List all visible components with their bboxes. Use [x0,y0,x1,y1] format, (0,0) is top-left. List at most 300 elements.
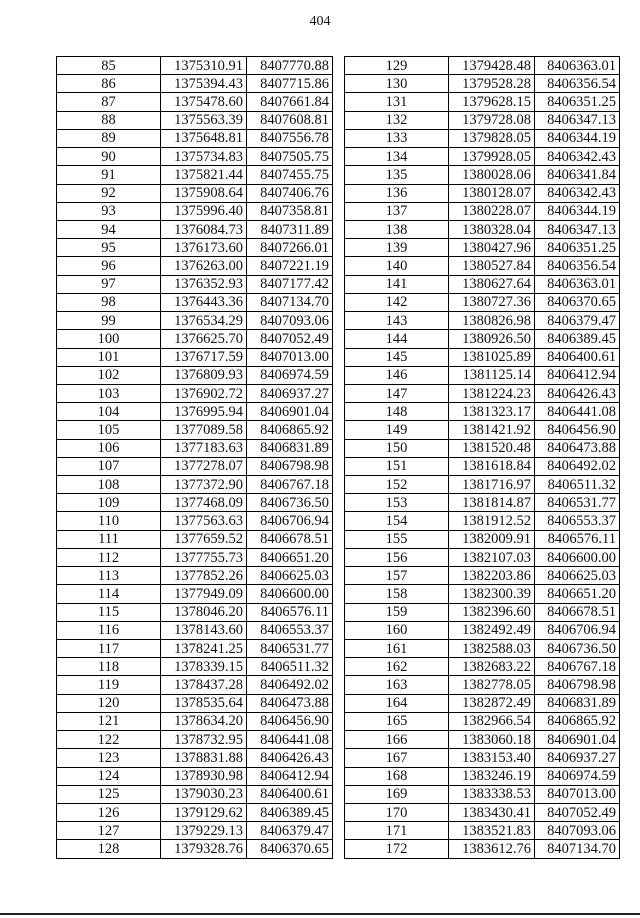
x-coordinate-cell: 1377852.26 [161,567,247,585]
point-number-cell: 147 [345,384,449,402]
table-body [57,57,333,859]
table-row [57,57,333,75]
y-coordinate-cell: 8406511.32 [247,658,333,676]
y-coordinate-cell: 8406974.59 [247,366,333,384]
point-number-cell: 159 [345,603,449,621]
point-number-cell: 104 [57,403,161,421]
y-coordinate-cell: 8406767.18 [535,658,620,676]
table-row [57,330,333,348]
table-row [57,548,333,566]
table-row [57,384,333,402]
point-number-cell: 118 [57,658,161,676]
point-number-cell: 88 [57,111,161,129]
table-row [57,822,333,840]
x-coordinate-cell: 1381618.84 [449,457,535,475]
x-coordinate-cell: 1382009.91 [449,530,535,548]
table-row [345,803,620,821]
table-row [57,494,333,512]
point-number-cell: 93 [57,202,161,220]
y-coordinate-cell: 8406356.54 [535,257,620,275]
table-row [345,202,620,220]
x-coordinate-cell: 1381125.14 [449,366,535,384]
point-number-cell: 87 [57,93,161,111]
point-number-cell: 125 [57,785,161,803]
point-number-cell: 163 [345,676,449,694]
table-row [345,840,620,858]
x-coordinate-cell: 1378535.64 [161,694,247,712]
table-row [57,749,333,767]
table-row [345,421,620,439]
table-row [345,330,620,348]
page-bottom-rule [0,913,640,915]
y-coordinate-cell: 8407266.01 [247,239,333,257]
x-coordinate-cell: 1376809.93 [161,366,247,384]
table-row [345,293,620,311]
y-coordinate-cell: 8406511.32 [535,476,620,494]
table-row [345,767,620,785]
point-number-cell: 122 [57,731,161,749]
table-row [57,312,333,330]
point-number-cell: 113 [57,567,161,585]
x-coordinate-cell: 1378732.95 [161,731,247,749]
y-coordinate-cell: 8406492.02 [247,676,333,694]
y-coordinate-cell: 8406576.11 [247,603,333,621]
point-number-cell: 131 [345,93,449,111]
point-number-cell: 136 [345,184,449,202]
table-row [345,603,620,621]
table-row [57,621,333,639]
point-number-cell: 156 [345,548,449,566]
table-row [57,148,333,166]
y-coordinate-cell: 8407406.76 [247,184,333,202]
table-row [345,366,620,384]
point-number-cell: 106 [57,439,161,457]
y-coordinate-cell: 8406344.19 [535,129,620,147]
x-coordinate-cell: 1376902.72 [161,384,247,402]
table-row [345,785,620,803]
table-row [57,257,333,275]
y-coordinate-cell: 8406363.01 [535,275,620,293]
table-row [57,512,333,530]
x-coordinate-cell: 1379728.08 [449,111,535,129]
point-number-cell: 155 [345,530,449,548]
y-coordinate-cell: 8406651.20 [535,585,620,603]
table-row [57,767,333,785]
table-row [345,239,620,257]
point-number-cell: 151 [345,457,449,475]
x-coordinate-cell: 1382300.39 [449,585,535,603]
point-number-cell: 152 [345,476,449,494]
x-coordinate-cell: 1377468.09 [161,494,247,512]
point-number-cell: 139 [345,239,449,257]
x-coordinate-cell: 1383521.83 [449,822,535,840]
x-coordinate-cell: 1376173.60 [161,239,247,257]
x-coordinate-cell: 1378339.15 [161,658,247,676]
y-coordinate-cell: 8407556.78 [247,129,333,147]
y-coordinate-cell: 8406473.88 [535,439,620,457]
y-coordinate-cell: 8406831.89 [535,694,620,712]
table-row [57,166,333,184]
table-row [345,658,620,676]
x-coordinate-cell: 1376084.73 [161,220,247,238]
table-body [345,57,620,859]
table-row [345,731,620,749]
x-coordinate-cell: 1382683.22 [449,658,535,676]
page-number: 404 [309,14,331,29]
coordinates-table-left [56,56,333,859]
y-coordinate-cell: 8406865.92 [535,712,620,730]
x-coordinate-cell: 1382203.86 [449,567,535,585]
table-row [345,439,620,457]
y-coordinate-cell: 8406553.37 [247,621,333,639]
x-coordinate-cell: 1376995.94 [161,403,247,421]
y-coordinate-cell: 8407093.06 [535,822,620,840]
y-coordinate-cell: 8406341.84 [535,166,620,184]
point-number-cell: 138 [345,220,449,238]
x-coordinate-cell: 1376717.59 [161,348,247,366]
point-number-cell: 128 [57,840,161,858]
y-coordinate-cell: 8406412.94 [535,366,620,384]
point-number-cell: 105 [57,421,161,439]
table-row [345,621,620,639]
table-row [57,640,333,658]
x-coordinate-cell: 1376443.36 [161,293,247,311]
y-coordinate-cell: 8406865.92 [247,421,333,439]
y-coordinate-cell: 8406901.04 [247,403,333,421]
x-coordinate-cell: 1380826.98 [449,312,535,330]
point-number-cell: 119 [57,676,161,694]
table-row [345,129,620,147]
point-number-cell: 158 [345,585,449,603]
y-coordinate-cell: 8406531.77 [535,494,620,512]
table-row [57,275,333,293]
y-coordinate-cell: 8406798.98 [247,457,333,475]
x-coordinate-cell: 1377755.73 [161,548,247,566]
table-row [345,111,620,129]
x-coordinate-cell: 1381912.52 [449,512,535,530]
x-coordinate-cell: 1376263.00 [161,257,247,275]
table-row [345,184,620,202]
point-number-cell: 134 [345,148,449,166]
table-row [57,403,333,421]
y-coordinate-cell: 8407013.00 [535,785,620,803]
point-number-cell: 148 [345,403,449,421]
y-coordinate-cell: 8406553.37 [535,512,620,530]
x-coordinate-cell: 1379828.05 [449,129,535,147]
point-number-cell: 170 [345,803,449,821]
y-coordinate-cell: 8406412.94 [247,767,333,785]
point-number-cell: 157 [345,567,449,585]
point-number-cell: 109 [57,494,161,512]
point-number-cell: 85 [57,57,161,75]
point-number-cell: 115 [57,603,161,621]
table-row [345,148,620,166]
x-coordinate-cell: 1381421.92 [449,421,535,439]
point-number-cell: 164 [345,694,449,712]
point-number-cell: 123 [57,749,161,767]
point-number-cell: 114 [57,585,161,603]
y-coordinate-cell: 8407134.70 [247,293,333,311]
table-row [57,840,333,858]
y-coordinate-cell: 8406576.11 [535,530,620,548]
x-coordinate-cell: 1375908.64 [161,184,247,202]
y-coordinate-cell: 8406389.45 [535,330,620,348]
x-coordinate-cell: 1379528.28 [449,75,535,93]
x-coordinate-cell: 1378634.20 [161,712,247,730]
point-number-cell: 168 [345,767,449,785]
x-coordinate-cell: 1376625.70 [161,330,247,348]
table-row [345,585,620,603]
table-row [345,93,620,111]
point-number-cell: 111 [57,530,161,548]
table-row [57,676,333,694]
x-coordinate-cell: 1378241.25 [161,640,247,658]
y-coordinate-cell: 8406600.00 [535,548,620,566]
point-number-cell: 110 [57,512,161,530]
table-row [57,220,333,238]
y-coordinate-cell: 8406831.89 [247,439,333,457]
table-row [345,57,620,75]
point-number-cell: 90 [57,148,161,166]
y-coordinate-cell: 8406347.13 [535,111,620,129]
table-row [345,494,620,512]
table-row [57,366,333,384]
point-number-cell: 171 [345,822,449,840]
x-coordinate-cell: 1375734.83 [161,148,247,166]
y-coordinate-cell: 8407715.86 [247,75,333,93]
table-row [57,585,333,603]
y-coordinate-cell: 8406347.13 [535,220,620,238]
table-row [57,93,333,111]
point-number-cell: 129 [345,57,449,75]
table-row [345,476,620,494]
x-coordinate-cell: 1377183.63 [161,439,247,457]
y-coordinate-cell: 8407013.00 [247,348,333,366]
x-coordinate-cell: 1382872.49 [449,694,535,712]
table-row [345,749,620,767]
table-row [345,640,620,658]
point-number-cell: 102 [57,366,161,384]
point-number-cell: 91 [57,166,161,184]
y-coordinate-cell: 8406363.01 [535,57,620,75]
x-coordinate-cell: 1380328.04 [449,220,535,238]
x-coordinate-cell: 1375821.44 [161,166,247,184]
x-coordinate-cell: 1378437.28 [161,676,247,694]
y-coordinate-cell: 8406441.08 [535,403,620,421]
table-row [345,384,620,402]
point-number-cell: 108 [57,476,161,494]
x-coordinate-cell: 1379129.62 [161,803,247,821]
x-coordinate-cell: 1377563.63 [161,512,247,530]
y-coordinate-cell: 8407093.06 [247,312,333,330]
point-number-cell: 101 [57,348,161,366]
y-coordinate-cell: 8406767.18 [247,476,333,494]
y-coordinate-cell: 8406600.00 [247,585,333,603]
table-row [345,75,620,93]
table-row [57,785,333,803]
x-coordinate-cell: 1380228.07 [449,202,535,220]
y-coordinate-cell: 8406400.61 [247,785,333,803]
x-coordinate-cell: 1382107.03 [449,548,535,566]
y-coordinate-cell: 8406798.98 [535,676,620,694]
table-row [57,803,333,821]
table-row [345,512,620,530]
x-coordinate-cell: 1378930.98 [161,767,247,785]
point-number-cell: 137 [345,202,449,220]
table-row [345,694,620,712]
y-coordinate-cell: 8406901.04 [535,731,620,749]
y-coordinate-cell: 8406937.27 [535,749,620,767]
point-number-cell: 153 [345,494,449,512]
point-number-cell: 121 [57,712,161,730]
y-coordinate-cell: 8406625.03 [535,567,620,585]
y-coordinate-cell: 8406678.51 [247,530,333,548]
x-coordinate-cell: 1381814.87 [449,494,535,512]
point-number-cell: 154 [345,512,449,530]
table-row [57,567,333,585]
point-number-cell: 150 [345,439,449,457]
point-number-cell: 169 [345,785,449,803]
y-coordinate-cell: 8406974.59 [535,767,620,785]
x-coordinate-cell: 1382492.49 [449,621,535,639]
point-number-cell: 89 [57,129,161,147]
y-coordinate-cell: 8407221.19 [247,257,333,275]
y-coordinate-cell: 8407311.89 [247,220,333,238]
table-row [345,220,620,238]
x-coordinate-cell: 1382966.54 [449,712,535,730]
y-coordinate-cell: 8407134.70 [535,840,620,858]
x-coordinate-cell: 1382588.03 [449,640,535,658]
x-coordinate-cell: 1375394.43 [161,75,247,93]
point-number-cell: 161 [345,640,449,658]
table-row [57,712,333,730]
x-coordinate-cell: 1383338.53 [449,785,535,803]
y-coordinate-cell: 8406706.94 [535,621,620,639]
x-coordinate-cell: 1377278.07 [161,457,247,475]
point-number-cell: 166 [345,731,449,749]
x-coordinate-cell: 1383246.19 [449,767,535,785]
y-coordinate-cell: 8406706.94 [247,512,333,530]
point-number-cell: 145 [345,348,449,366]
x-coordinate-cell: 1383430.41 [449,803,535,821]
point-number-cell: 124 [57,767,161,785]
x-coordinate-cell: 1380627.64 [449,275,535,293]
table-row [57,530,333,548]
point-number-cell: 160 [345,621,449,639]
x-coordinate-cell: 1383612.76 [449,840,535,858]
x-coordinate-cell: 1377372.90 [161,476,247,494]
y-coordinate-cell: 8406370.65 [247,840,333,858]
y-coordinate-cell: 8406351.25 [535,239,620,257]
x-coordinate-cell: 1381224.23 [449,384,535,402]
x-coordinate-cell: 1376534.29 [161,312,247,330]
point-number-cell: 162 [345,658,449,676]
point-number-cell: 103 [57,384,161,402]
x-coordinate-cell: 1379328.76 [161,840,247,858]
point-number-cell: 140 [345,257,449,275]
point-number-cell: 130 [345,75,449,93]
point-number-cell: 142 [345,293,449,311]
table-row [57,348,333,366]
y-coordinate-cell: 8407505.75 [247,148,333,166]
y-coordinate-cell: 8407455.75 [247,166,333,184]
point-number-cell: 86 [57,75,161,93]
table-row [345,548,620,566]
y-coordinate-cell: 8406625.03 [247,567,333,585]
y-coordinate-cell: 8407661.84 [247,93,333,111]
y-coordinate-cell: 8406473.88 [247,694,333,712]
x-coordinate-cell: 1379628.15 [449,93,535,111]
x-coordinate-cell: 1375310.91 [161,57,247,75]
table-row [345,567,620,585]
table-row [57,476,333,494]
x-coordinate-cell: 1376352.93 [161,275,247,293]
coordinates-table-right [344,56,620,859]
x-coordinate-cell: 1380427.96 [449,239,535,257]
point-number-cell: 98 [57,293,161,311]
y-coordinate-cell: 8406426.43 [535,384,620,402]
table-row [345,348,620,366]
table-row [57,658,333,676]
table-row [57,75,333,93]
table-row [345,712,620,730]
x-coordinate-cell: 1375996.40 [161,202,247,220]
x-coordinate-cell: 1379428.48 [449,57,535,75]
x-coordinate-cell: 1378046.20 [161,603,247,621]
y-coordinate-cell: 8406456.90 [535,421,620,439]
y-coordinate-cell: 8406379.47 [247,822,333,840]
x-coordinate-cell: 1382778.05 [449,676,535,694]
point-number-cell: 120 [57,694,161,712]
x-coordinate-cell: 1382396.60 [449,603,535,621]
y-coordinate-cell: 8406651.20 [247,548,333,566]
point-number-cell: 95 [57,239,161,257]
x-coordinate-cell: 1381716.97 [449,476,535,494]
x-coordinate-cell: 1380028.06 [449,166,535,184]
point-number-cell: 127 [57,822,161,840]
table-row [345,822,620,840]
point-number-cell: 143 [345,312,449,330]
point-number-cell: 117 [57,640,161,658]
point-number-cell: 116 [57,621,161,639]
point-number-cell: 97 [57,275,161,293]
x-coordinate-cell: 1377659.52 [161,530,247,548]
y-coordinate-cell: 8407052.49 [247,330,333,348]
y-coordinate-cell: 8406356.54 [535,75,620,93]
y-coordinate-cell: 8406456.90 [247,712,333,730]
y-coordinate-cell: 8406492.02 [535,457,620,475]
point-number-cell: 112 [57,548,161,566]
table-row [345,275,620,293]
x-coordinate-cell: 1377089.58 [161,421,247,439]
table-row [57,457,333,475]
point-number-cell: 172 [345,840,449,858]
table-row [57,603,333,621]
y-coordinate-cell: 8406531.77 [247,640,333,658]
table-row [345,403,620,421]
table-row [57,439,333,457]
x-coordinate-cell: 1381025.89 [449,348,535,366]
x-coordinate-cell: 1380727.36 [449,293,535,311]
x-coordinate-cell: 1375563.39 [161,111,247,129]
x-coordinate-cell: 1378831.88 [161,749,247,767]
table-row [57,202,333,220]
x-coordinate-cell: 1381520.48 [449,439,535,457]
y-coordinate-cell: 8406736.50 [247,494,333,512]
x-coordinate-cell: 1375648.81 [161,129,247,147]
table-row [57,694,333,712]
point-number-cell: 132 [345,111,449,129]
